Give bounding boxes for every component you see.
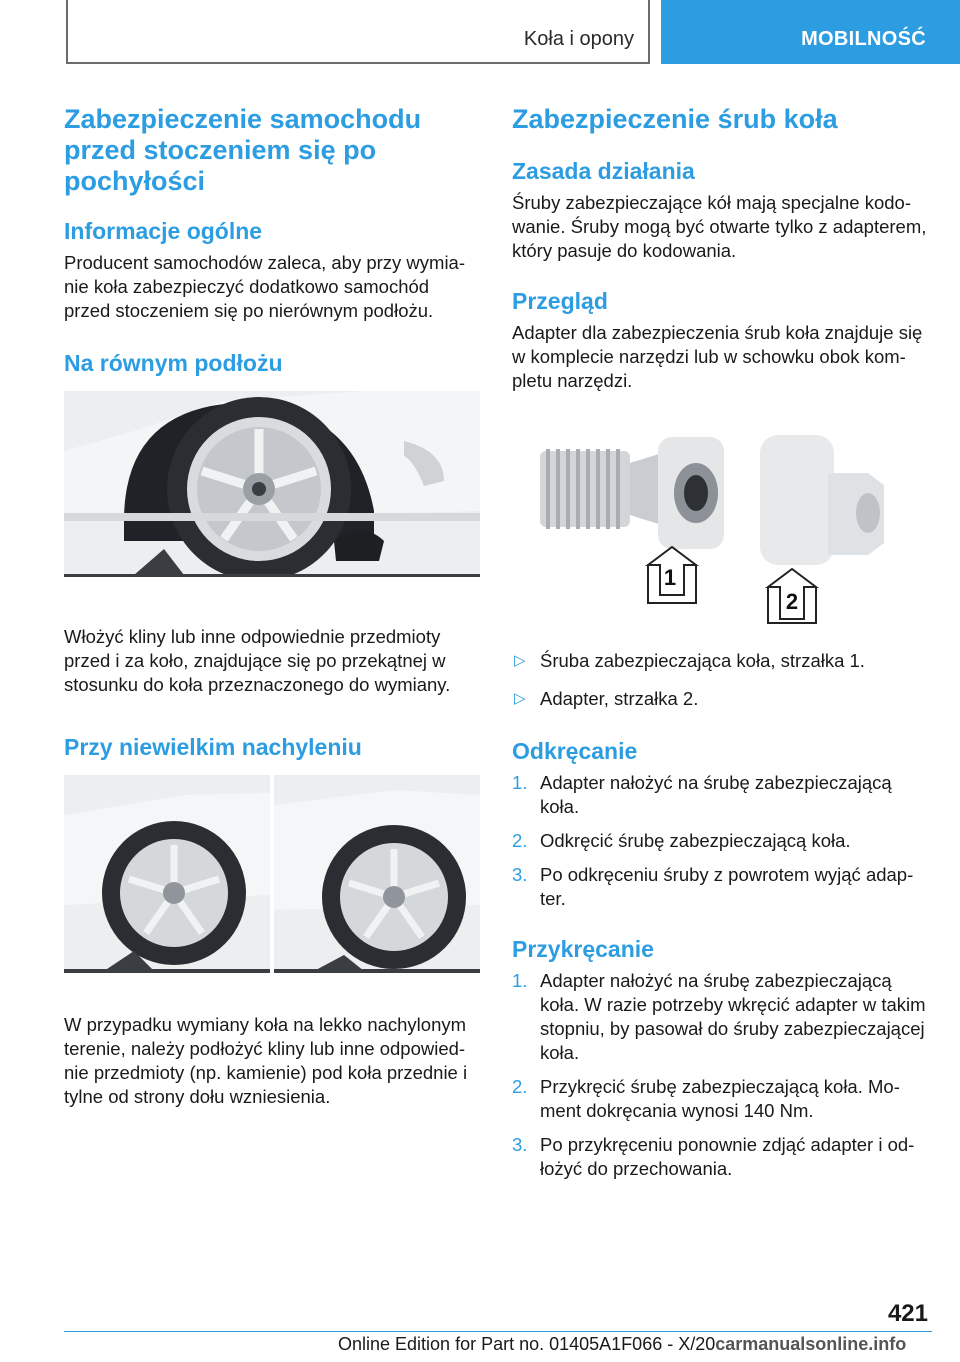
overview-list bbox=[512, 649, 932, 711]
section-title-lock-bolts: Zabezpieczenie śrub koła bbox=[512, 104, 838, 134]
slope-chock-illustration bbox=[64, 775, 480, 973]
watermark[interactable]: carmanualsonline.info bbox=[715, 1334, 907, 1354]
heading-screw: Przykręcanie bbox=[512, 936, 654, 962]
chapter-tab[interactable] bbox=[661, 0, 960, 64]
heading-general: Informacje ogólne bbox=[64, 218, 263, 244]
unscrew-steps bbox=[512, 771, 932, 911]
lock-bolt-icon bbox=[540, 437, 724, 549]
text-overview: Adapter dla zabezpieczenia śrub koła znajduje się w komplecie narzędzi lub w schowku obok kompletu narzędzi. bbox=[512, 322, 923, 391]
heading-unscrew: Odkręcanie bbox=[512, 738, 638, 764]
page-number: 421 bbox=[887, 1300, 928, 1327]
arrow-2-label: 2 bbox=[785, 589, 799, 614]
lock-bolt-illustration bbox=[512, 423, 932, 631]
caption-slope: W przypadku wymiany koła na lekko nachylonym terenie, należy podłożyć kliny lub inne odpowiednie przedmioty (np. kamienie) pod koła przednie i tylne od strony dołu wzniesienia. bbox=[64, 1014, 468, 1107]
triangle-bullet-icon: ▷ bbox=[514, 652, 526, 669]
section-title-rolling: Zabezpieczenie samochodu przed stoczeniem się po pochyłości bbox=[64, 104, 422, 196]
photo-slope bbox=[64, 775, 480, 973]
header-frame bbox=[66, 0, 650, 64]
heading-overview: Przegląd bbox=[512, 288, 608, 314]
list-item: 3. Po przykręceniu ponownie zdjąć adapter i odłożyć do przechowania. bbox=[512, 1134, 915, 1179]
list-item: 1. Adapter nałożyć na śrubę zabezpieczającą koła. W razie potrzeby wkręcić adapter w takim stopniu, by pasował do śruby zabezpieczającej koła. bbox=[512, 970, 926, 1063]
screw-steps bbox=[512, 969, 932, 1181]
text-principle: Śruby zabezpieczające kół mają specjalne kodowanie. Śruby mogą być otwarte tylko z adapterem, który pasuje do kodowania. bbox=[512, 192, 927, 261]
footer-divider bbox=[64, 1331, 932, 1332]
photo-level-ground bbox=[64, 391, 480, 577]
adapter-icon bbox=[760, 435, 884, 565]
list-item: ▷ Śruba zabezpieczająca koła, strzałka 1. bbox=[514, 650, 865, 671]
triangle-bullet-icon: ▷ bbox=[514, 690, 526, 707]
right-column bbox=[512, 104, 932, 1191]
heading-principle: Zasada działania bbox=[512, 158, 695, 184]
heading-slope: Przy niewielkim nachyleniu bbox=[64, 734, 362, 760]
text-general: Producent samochodów zaleca, aby przy wymianie koła zabezpieczyć dodatkowo samochód przed stoczeniem się po nierównym podłożu. bbox=[64, 252, 466, 321]
chapter-title: MOBILNOŚĆ bbox=[801, 28, 926, 50]
section-title: Koła i opony bbox=[523, 28, 634, 50]
caption-level-ground: Włożyć kliny lub inne odpowiednie przedmioty przed i za koło, znajdujące się po przekątnej w stosunku do koła przeznaczonego do wymiany. bbox=[64, 626, 451, 695]
heading-level-ground: Na równym podłożu bbox=[64, 350, 283, 376]
wheel-chock-illustration bbox=[64, 391, 480, 577]
list-item: 2. Odkręcić śrubę zabezpieczającą koła. bbox=[512, 830, 851, 851]
list-item: 2. Przykręcić śrubę zabezpieczającą koła. Moment dokręcania wynosi 140 Nm. bbox=[512, 1076, 900, 1121]
list-item: 1. Adapter nałożyć na śrubę zabezpieczającą koła. bbox=[512, 772, 892, 817]
footer-edition: Online Edition for Part no. 01405A1F066 - X/20carmanualsonline.info bbox=[338, 1334, 907, 1354]
arrow-1-label: 1 bbox=[663, 565, 677, 590]
list-item: 3. Po odkręceniu śruby z powrotem wyjąć adapter. bbox=[512, 864, 914, 909]
list-item: ▷ Adapter, strzałka 2. bbox=[514, 688, 699, 709]
left-column bbox=[64, 104, 480, 1109]
